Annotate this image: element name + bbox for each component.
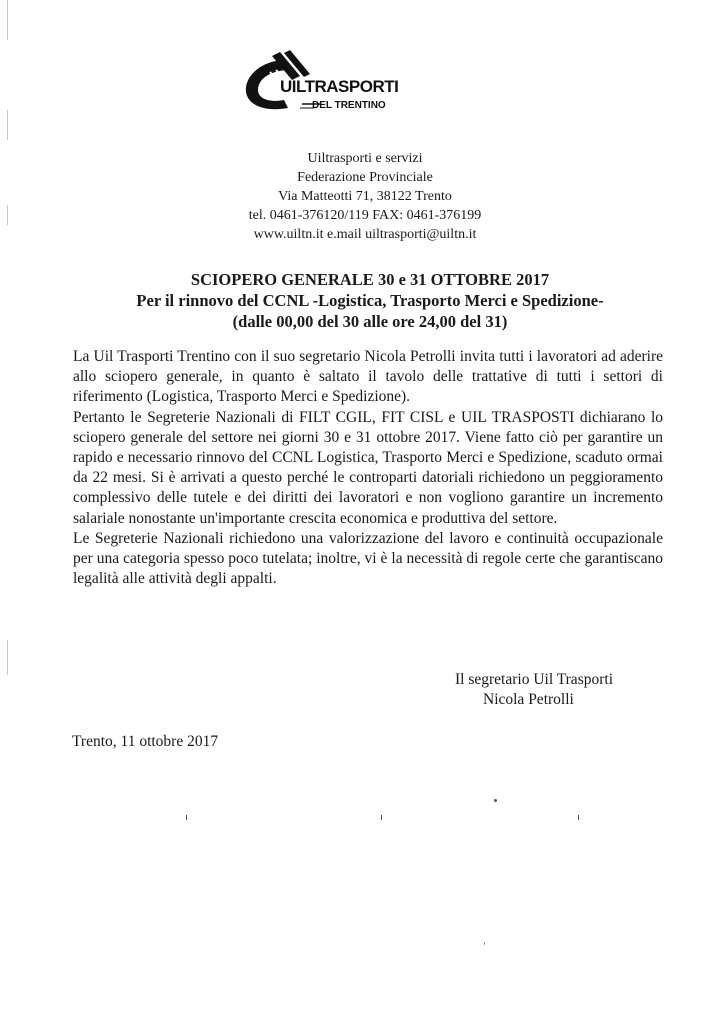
signatory-name: Nicola Petrolli <box>483 691 574 708</box>
logo-subtitle: DEL TRENTINO <box>312 100 386 111</box>
street-address: Via Matteotti 71, 38122 Trento <box>278 189 452 204</box>
scan-speck <box>484 942 485 945</box>
scan-edge-mark <box>7 205 8 225</box>
phone-fax: tel. 0461-376120/119 FAX: 0461-376199 <box>248 208 482 223</box>
body-paragraph: Pertanto le Segreterie Nazionali di FILT CGIL, FIT CISL e UIL TRASPOSTI dichiarano lo sciopero generale del settore nei giorni 30 e 31 ottobre 2017. Viene fatto ciò per garantire un rapido e necessario rinnovo del CCNL Logistica, Trasporto Merci e Spedizione, scaduto ormai da 22 mesi. Si è arrivati a questo perché le controparti datoriali richiedono un peggioramento complessivo delle tutele e dei diritti dei lavoratori e non vogliono garantire un incremento salariale nonostante un'importante crescita economica e produttiva del settore. <box>73 408 663 527</box>
body-paragraph: La Uil Trasporti Trentino con il suo segretario Nicola Petrolli invita tutti i lavoratori ad aderire allo sciopero generale, in quanto è saltato il tavolo delle trattative di tutti i settori di riferimento (Logistica, Trasporto Merci e Spedizione). <box>73 348 663 406</box>
document-title: SCIOPERO GENERALE 30 e 31 OTTOBRE 2017 <box>190 270 550 289</box>
organization-type: Federazione Provinciale <box>297 170 433 185</box>
signatory-role: Il segretario Uil Trasporti <box>455 671 613 688</box>
logo-wordmark: UILTRASPORTI <box>280 77 399 96</box>
scan-speck <box>494 799 497 802</box>
strike-hours: (dalle 00,00 del 30 alle ore 24,00 del 31) <box>232 312 508 331</box>
document-subtitle: Per il rinnovo del CCNL -Logistica, Trasporto Merci e Spedizione- <box>136 291 604 310</box>
scan-edge-mark <box>7 110 8 140</box>
document-headings <box>100 269 640 332</box>
signature-block <box>455 670 695 710</box>
scan-speck <box>381 815 382 820</box>
document-date: Trento, 11 ottobre 2017 <box>72 733 219 750</box>
organization-name: Uiltrasporti e servizi <box>307 151 423 166</box>
uiltrasporti-logo <box>240 46 420 118</box>
document-body <box>73 347 663 589</box>
scan-speck <box>186 815 187 820</box>
letterhead-address <box>180 149 550 244</box>
scan-speck <box>578 815 579 820</box>
scan-edge-mark <box>7 0 8 40</box>
web-email: www.uiltn.it e.mail uiltrasporti@uiltn.it <box>253 227 477 242</box>
scan-edge-mark <box>7 640 8 675</box>
body-paragraph: Le Segreterie Nazionali richiedono una valorizzazione del lavoro e continuità occupazionale per una categoria spesso poco tutelata; inoltre, vi è la necessità di regole certe che garantiscano legalità alle attività degli appalti. <box>73 529 663 588</box>
